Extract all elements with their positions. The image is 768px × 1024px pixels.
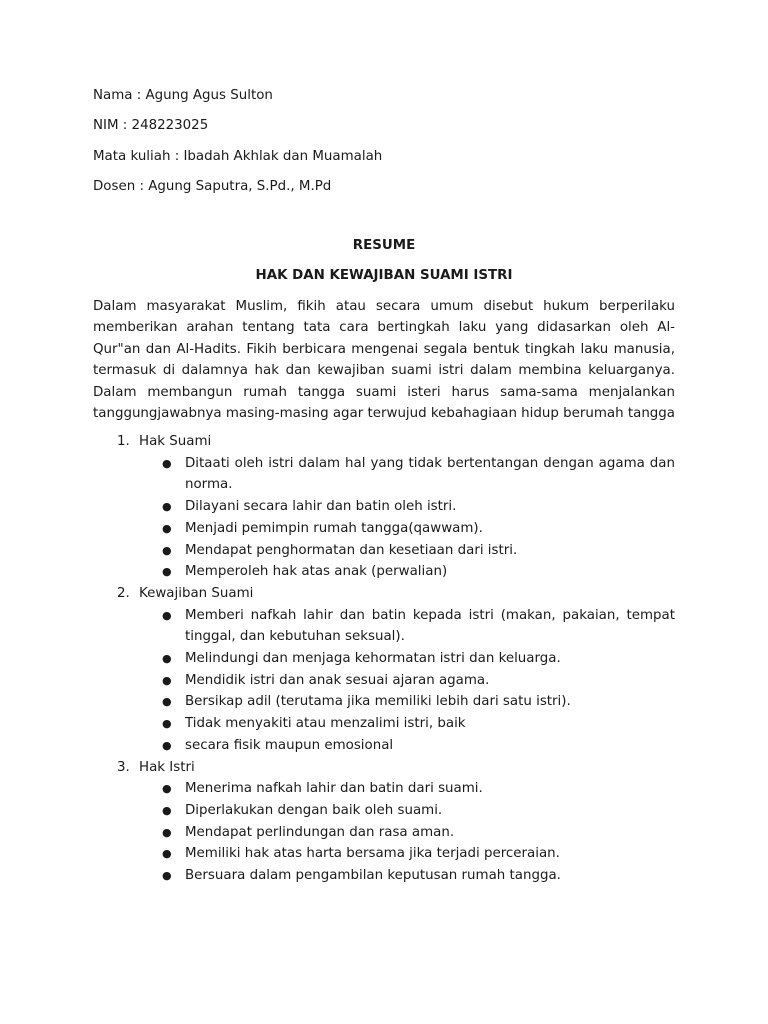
list-item [162,518,675,540]
section-number: 1. [117,434,130,449]
list-item-text: Tidak menyakiti atau menzalimi istri, baik [185,716,466,732]
bullet-dot-icon: ● [162,803,172,817]
section [0,583,768,757]
list-item-text: Mendapat perlindungan dan rasa aman. [185,824,455,840]
list-item [162,800,675,822]
sections-list [0,431,768,887]
list-item [162,778,675,800]
student-nim: NIM : 248223025 [93,118,209,133]
section [0,757,768,887]
list-item-text: secara fisik maupun emosional [185,737,394,753]
bullet-dot-icon: ● [162,521,172,535]
list-item [162,691,675,713]
bullet-list [0,778,768,887]
list-item-text: Ditaati oleh istri dalam hal yang tidak bertentangan dengan agama dan norma. [185,455,675,493]
bullet-dot-icon: ● [162,869,172,883]
list-item [162,648,675,670]
list-item [162,843,675,865]
intro-paragraph: Dalam masyarakat Muslim, fikih atau secara umum disebut hukum berperilaku memberikan arahan tentang tata cara bertingkah laku yang didasarkan oleh Al-Qur"an dan Al-Hadits. Fikih berbicara mengenai segala bentuk tingkah laku manusia, termasuk di dalamnya hak dan kewajiban suami istri dalam membina keluarganya. Dalam membangun rumah tangga suami isteri harus sama-sama menjalankan tanggungjawabnya masing-masing agar terwujud kebahagiaan hidup berumah tangga [93,299,676,422]
section [0,431,768,583]
bullet-dot-icon: ● [162,825,172,839]
list-item [162,822,675,844]
bullet-dot-icon: ● [162,652,172,665]
list-item-text: Memberi nafkah lahir dan batin kepada istri (makan, pakaian, tempat tinggal, dan kebutuhan seksual). [185,607,675,645]
list-item-text: Menjadi pemimpin rumah tangga(qawwam). [185,520,483,536]
list-item-text: Memperoleh hak atas anak (perwalian) [185,564,448,580]
section-heading [0,583,768,605]
bullet-dot-icon: ● [162,695,172,709]
course-name: Mata kuliah : Ibadah Akhlak dan Muamalah [93,149,383,164]
bullet-dot-icon: ● [162,500,172,514]
bullet-dot-icon: ● [162,543,172,557]
section-title: Hak Suami [139,434,212,449]
document-subtitle: HAK DAN KEWAJIBAN SUAMI ISTRI [255,268,513,283]
list-item [162,496,675,518]
bullet-dot-icon: ● [162,738,172,752]
list-item-text: Bersuara dalam pengambilan keputusan rumah tangga. [185,868,561,884]
list-item [162,735,675,757]
list-item-text: Melindungi dan menjaga kehormatan istri dan keluarga. [185,651,561,666]
list-item-text: Dilayani secara lahir dan batin oleh istri. [185,499,457,515]
list-item [162,561,675,583]
list-item-text: Bersikap adil (terutama jika memiliki lebih dari satu istri). [185,694,571,710]
list-item [162,605,675,648]
list-item-text: Mendidik istri dan anak sesuai ajaran agama. [185,672,490,688]
bullet-dot-icon: ● [162,608,172,622]
bullet-list [0,605,768,757]
bullet-list [0,453,768,583]
list-item-text: Menerima nafkah lahir dan batin dari suami. [185,781,483,797]
bullet-dot-icon: ● [162,456,172,470]
section-heading [0,757,768,779]
list-item-text: Diperlakukan dengan baik oleh suami. [185,802,443,818]
bullet-dot-icon: ● [162,717,172,731]
bullet-dot-icon: ● [162,847,172,861]
section-title: Hak Istri [139,759,195,775]
bullet-dot-icon: ● [162,565,172,579]
lecturer-name: Dosen : Agung Saputra, S.Pd., M.Pd [93,179,332,194]
list-item-text: Mendapat penghormatan dan kesetiaan dari istri. [185,542,518,558]
section-number: 2. [117,585,130,601]
list-item [162,865,675,887]
section-number: 3. [117,759,130,775]
section-heading [0,431,768,453]
list-item [162,670,675,692]
bullet-dot-icon: ● [162,782,172,796]
list-item [162,453,675,496]
document-title: RESUME [352,238,416,253]
list-item-text: Memiliki hak atas harta bersama jika terjadi perceraian. [185,846,560,862]
list-item [162,713,675,735]
section-title: Kewajiban Suami [139,585,254,601]
bullet-dot-icon: ● [162,673,172,687]
list-item [162,540,675,562]
student-name: Nama : Agung Agus Sulton [93,88,273,103]
